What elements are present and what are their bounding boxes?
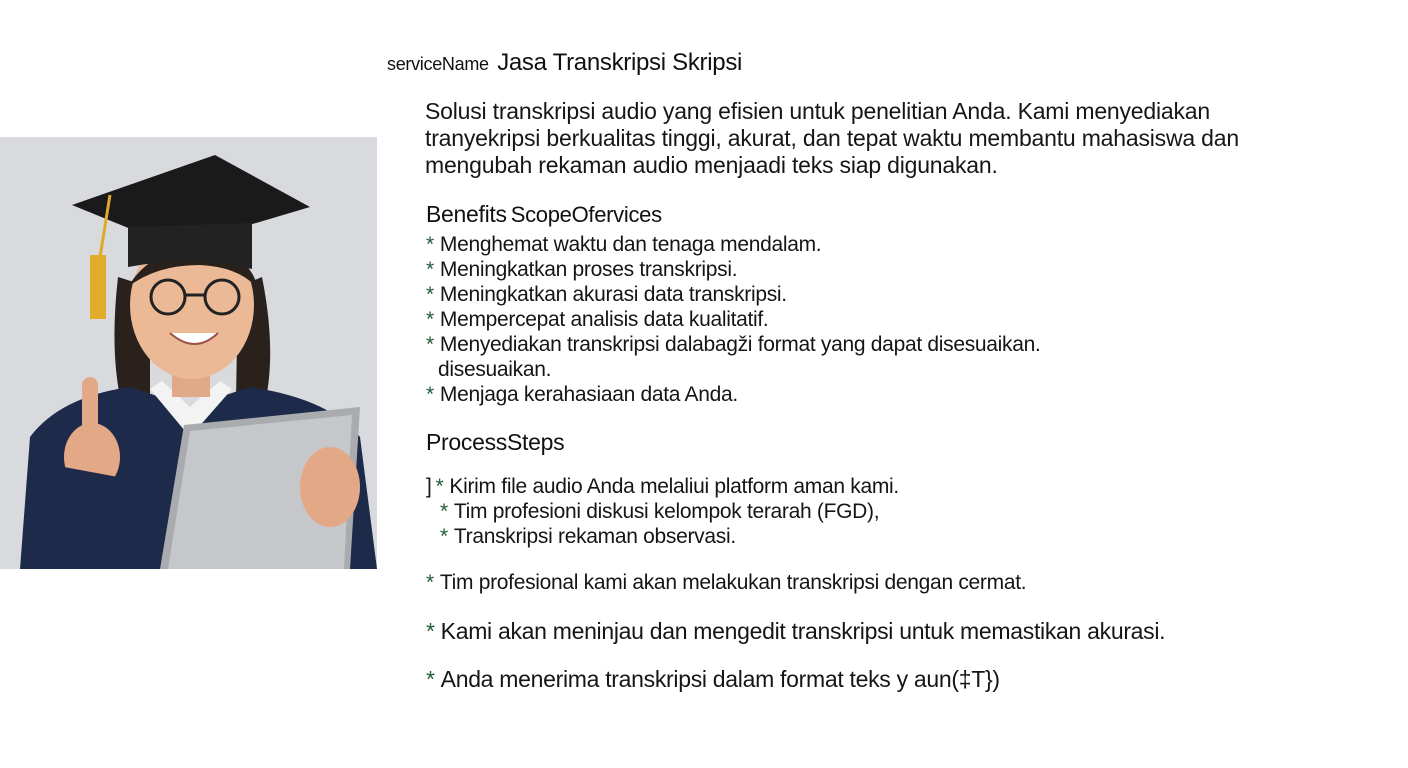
bullet-star: *: [426, 383, 434, 406]
list-item: [426, 474, 899, 499]
list-item: [426, 571, 1165, 595]
graduate-illustration: [0, 137, 377, 569]
bullet-star: *: [435, 475, 444, 498]
list-item: [426, 619, 1165, 643]
list-item: [426, 232, 1041, 257]
list-item: [426, 382, 1041, 407]
bullet-star: *: [440, 500, 448, 523]
step-text: Transkripsi rekaman observasi.: [453, 525, 736, 548]
service-name-key: serviceName: [387, 54, 489, 74]
benefit-continuation-text: disesuaikan.: [438, 358, 552, 381]
benefit-text: Meningkatkan akurasi data transkripsi.: [439, 283, 787, 306]
process-steps-heading-label: ProcessSteps: [426, 429, 565, 455]
list-item: [426, 524, 899, 549]
bullet-star: *: [426, 233, 434, 256]
description-line: tranyekripsi berkualitas tinggi, akurat, dan tepat waktu membantu mahasiswa dan: [425, 125, 1239, 151]
bullet-star: *: [440, 525, 448, 548]
list-item: [426, 332, 1041, 357]
description-line: mengubah rekaman audio menjaadi teks siap digunakan.: [425, 152, 998, 178]
service-description: [425, 98, 1325, 179]
description-line: Solusi transkripsi audio yang efisien untuk penelitian Anda. Kami menyediakan: [425, 98, 1210, 124]
service-title: Jasa Transkripsi Skripsi: [497, 49, 743, 76]
benefit-text: Menjaga kerahasiaan data Anda.: [439, 383, 738, 406]
benefit-text: Menyediakan transkripsi dalabagži format yang dapat disesuaikan.: [439, 333, 1041, 356]
bullet-star: *: [426, 618, 435, 644]
process-steps-list: [426, 474, 899, 549]
bullet-star: *: [426, 308, 434, 331]
list-item: [426, 257, 1041, 282]
bracket-glyph: ]: [426, 475, 432, 498]
process-steps-heading: [426, 429, 564, 456]
process-more-steps-list: [426, 571, 1165, 715]
step-text: Tim profesional kami akan melakukan transkripsi dengan cermat.: [439, 571, 1027, 594]
benefits-heading-label: Benefits: [426, 201, 507, 227]
step-text: Tim profesioni diskusi kelompok terarah (FGD),: [453, 500, 880, 523]
graduate-photo: [0, 137, 377, 569]
list-item: [426, 499, 899, 524]
list-item: [426, 307, 1041, 332]
step-text: Kami akan meninjau dan mengedit transkripsi untuk memastikan akurasi.: [440, 618, 1166, 644]
list-item: [426, 282, 1041, 307]
step-text: Anda menerima transkripsi dalam format teks y aun(‡T}): [440, 666, 1000, 692]
bullet-star: *: [426, 258, 434, 281]
bullet-star: *: [426, 283, 434, 306]
step-text: Kirim file audio Anda melaliui platform aman kami.: [449, 475, 899, 498]
list-item-continuation: [426, 357, 1041, 382]
benefits-list: [426, 232, 1041, 407]
benefit-text: Mempercepat analisis data kualitatif.: [439, 308, 769, 331]
benefits-heading: [426, 201, 662, 228]
bullet-star: *: [426, 333, 434, 356]
bullet-star: *: [426, 666, 435, 692]
bullet-star: *: [426, 571, 434, 594]
list-item: [426, 667, 1165, 691]
service-header: [387, 49, 742, 77]
benefit-text: Meningkatkan proses transkripsi.: [439, 258, 738, 281]
scope-of-services-label: ScopeOfervices: [510, 202, 662, 227]
benefit-text: Menghemat waktu dan tenaga mendalam.: [439, 233, 822, 256]
